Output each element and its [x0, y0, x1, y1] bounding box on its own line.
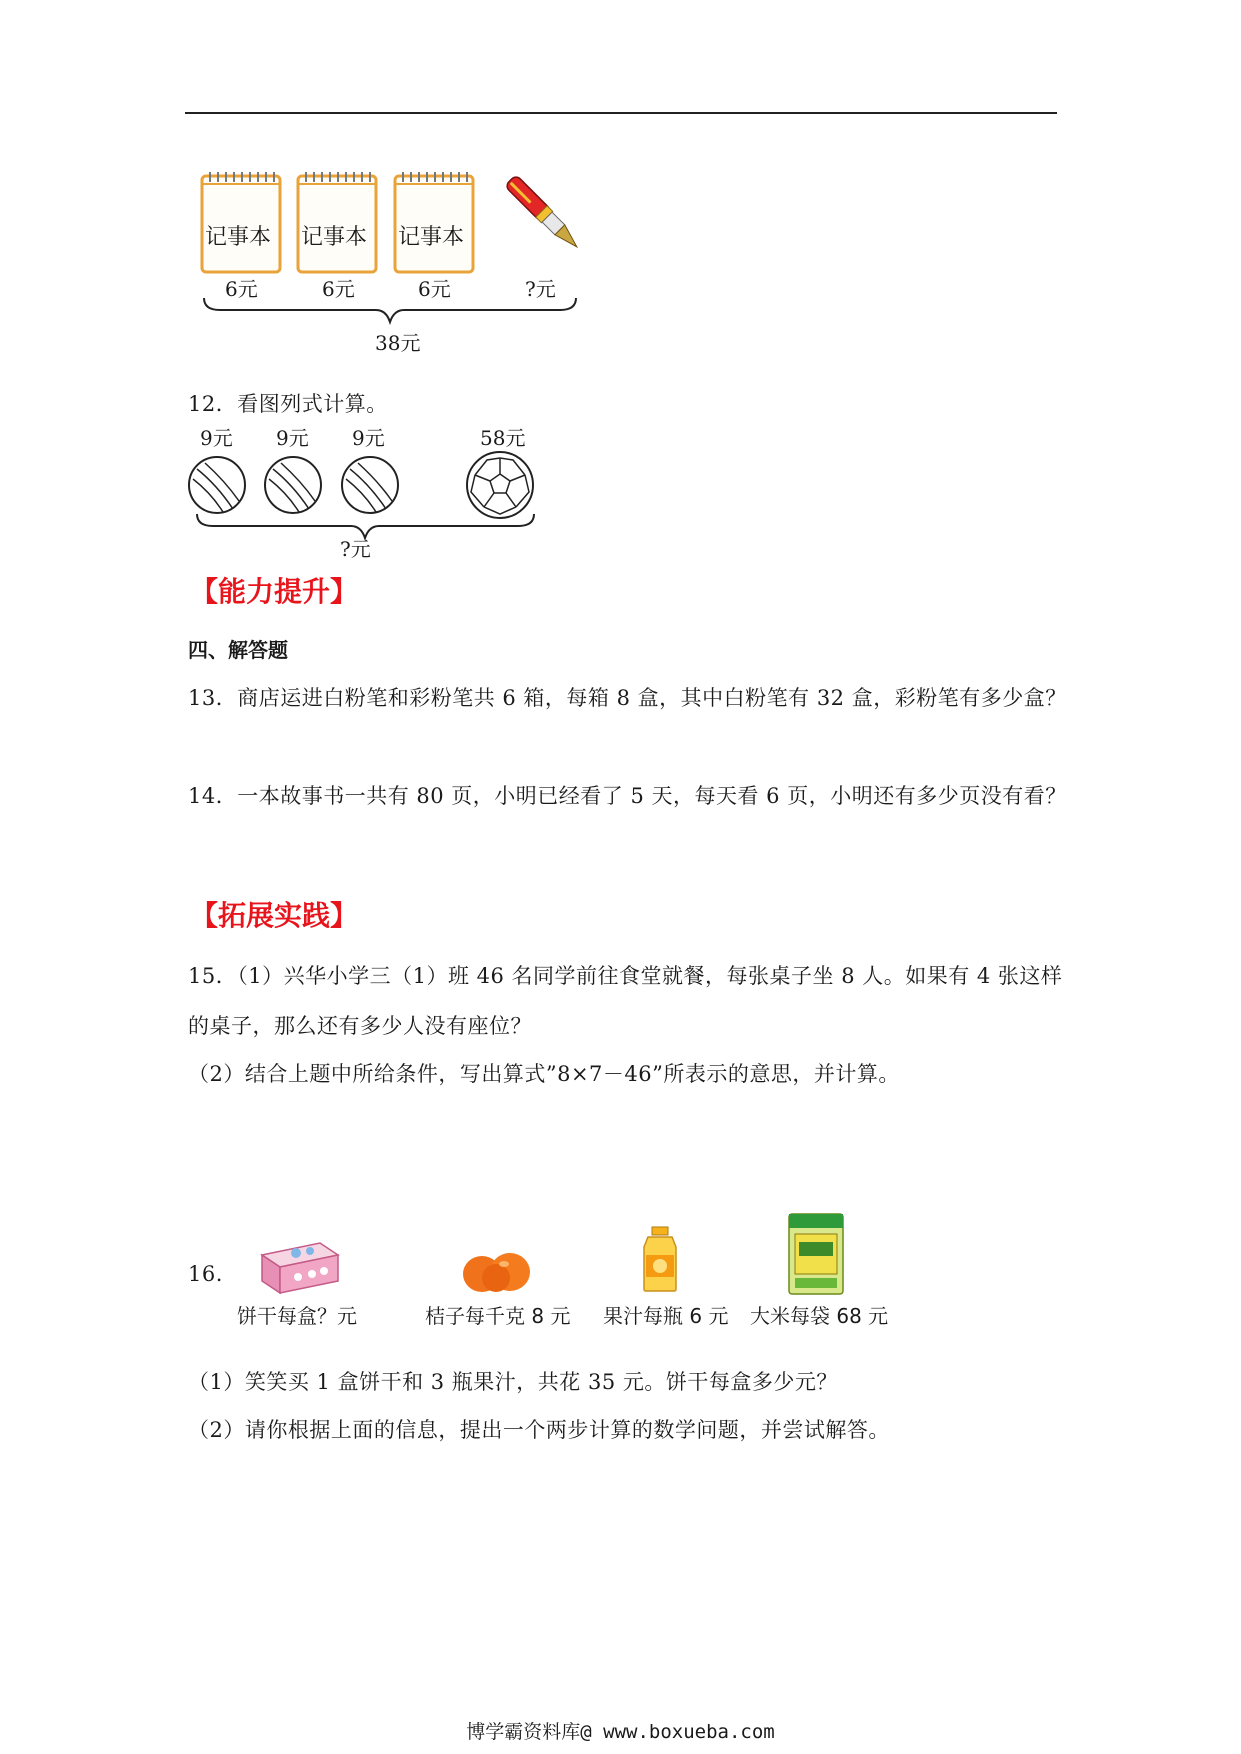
question-12: 12．看图列式计算。	[188, 392, 388, 416]
ball-icon	[263, 455, 323, 515]
question-15-part2: （2）结合上题中所给条件，写出算式”8×7－46”所表示的意思，并计算。	[188, 1062, 900, 1086]
page-footer: 博学霸资料库@ www.boxueba.com	[466, 1721, 775, 1743]
question-14: 14．一本故事书一共有 80 页，小明已经看了 5 天，每天看 6 页，小明还有多少页没有看？	[188, 784, 1067, 808]
total-brace	[200, 296, 580, 326]
product-label-orange: 桔子每千克 8 元	[425, 1304, 571, 1328]
section-title-ability: 【能力提升】	[190, 575, 359, 608]
ball-price: 9元	[352, 426, 385, 450]
rice-bag-icon	[787, 1212, 845, 1296]
question-13: 13．商店运进白粉笔和彩粉笔共 6 箱，每箱 8 盒，其中白粉笔有 32 盒，彩粉笔有多少盒？	[188, 686, 1067, 710]
notebook-label: 记事本	[301, 225, 368, 250]
header-rule	[185, 112, 1057, 114]
total-price: 38元	[375, 331, 421, 355]
question-16-number: 16.	[188, 1262, 223, 1286]
question-15-line1: 15．（1）兴华小学三（1）班 46 名同学前往食堂就餐，每张桌子坐 8 人。如果有 4 张这样	[188, 964, 1063, 988]
notebook-price: 6元	[418, 277, 451, 301]
notebook-label: 记事本	[205, 225, 272, 250]
ball-icon	[340, 455, 400, 515]
question-16-part1: （1）笑笑买 1 盒饼干和 3 瓶果汁，共花 35 元。饼干每盒多少元？	[188, 1370, 838, 1394]
juice-bottle-icon	[640, 1225, 680, 1293]
question-16-part2: （2）请你根据上面的信息，提出一个两步计算的数学问题，并尝试解答。	[188, 1418, 890, 1442]
notebook-label: 记事本	[398, 225, 465, 250]
pen-price: ?元	[525, 277, 556, 301]
fountain-pen-icon	[505, 170, 585, 260]
section-title-practice: 【拓展实践】	[190, 899, 359, 932]
part-heading: 四、解答题	[188, 638, 288, 662]
ball-icon	[187, 455, 247, 515]
ball-price: 9元	[200, 426, 233, 450]
product-label-biscuit: 饼干每盒？元	[237, 1304, 357, 1328]
biscuit-box-icon	[258, 1237, 342, 1297]
notebook-price: 6元	[225, 277, 258, 301]
product-label-rice: 大米每袋 68 元	[750, 1304, 889, 1328]
notebook-price: 6元	[322, 277, 355, 301]
ball-price: 9元	[276, 426, 309, 450]
football-price: 58元	[480, 426, 526, 450]
total-price: ?元	[340, 537, 371, 561]
question-15-line2: 的桌子，那么还有多少人没有座位？	[188, 1014, 532, 1038]
product-label-juice: 果汁每瓶 6 元	[603, 1304, 729, 1328]
football-icon	[465, 450, 535, 520]
orange-icon	[460, 1248, 532, 1294]
